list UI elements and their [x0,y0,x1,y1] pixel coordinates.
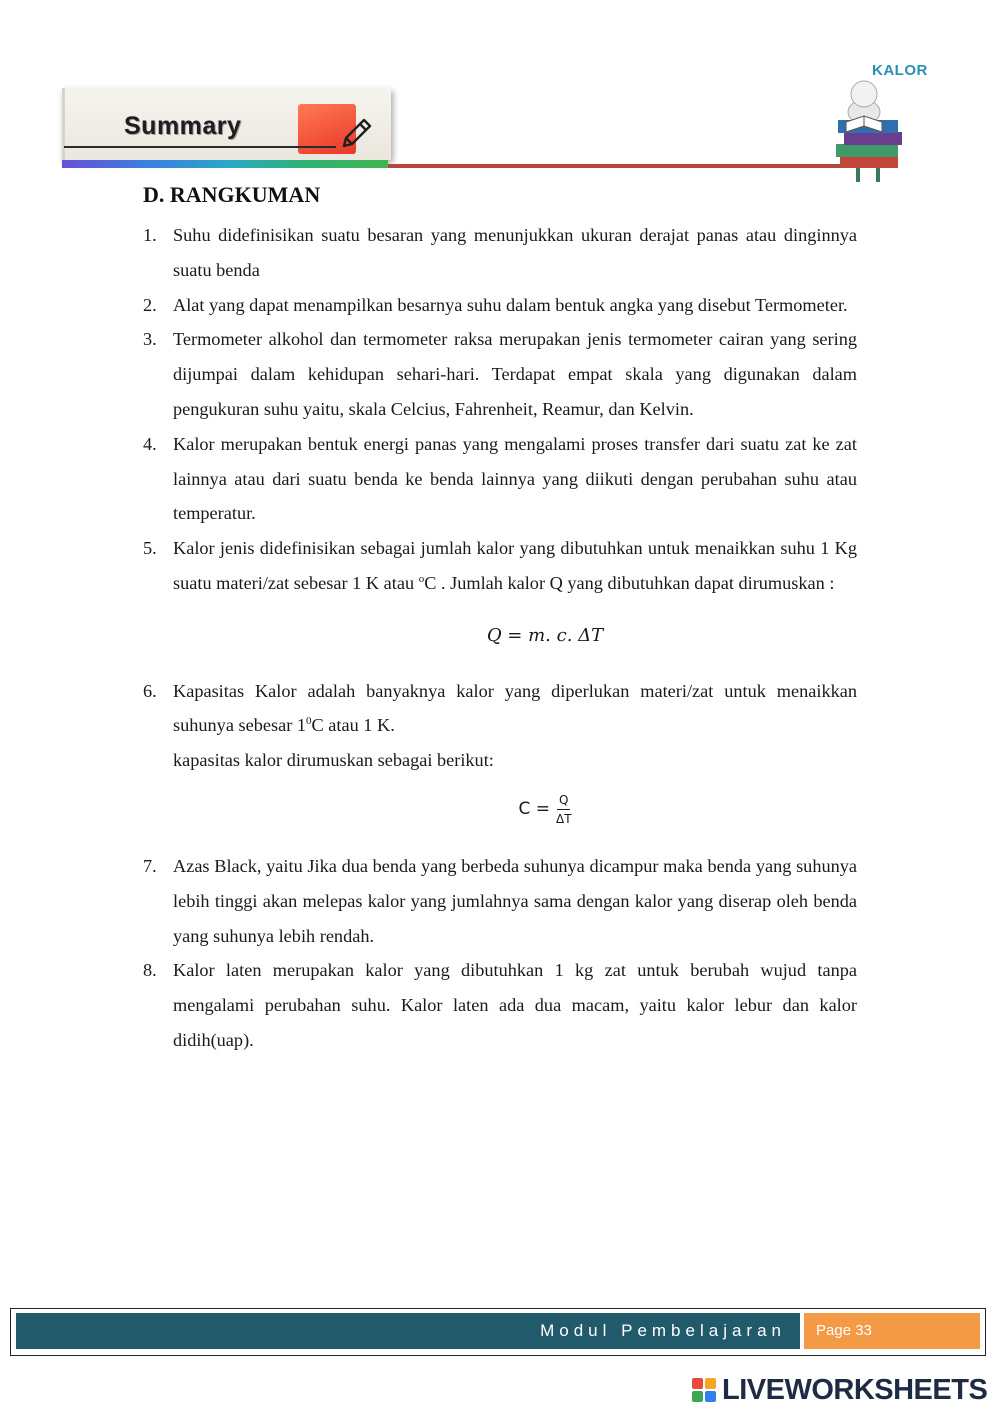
summary-title: Summary [124,112,242,140]
liveworksheets-icon [692,1378,716,1402]
list-text: Alat yang dapat menampilkan besarnya suhu dalam bentuk angka yang disebut Termometer. [173,294,848,315]
page-number: Page 33 [816,1322,872,1339]
module-label: Modul Pembelajaran [540,1321,786,1340]
liveworksheets-logo[interactable] [692,1374,987,1406]
list-text: Kapasitas Kalor adalah banyaknya kalor yang diperlukan materi/zat untuk menaikkan suhunya sebesar 1 [173,680,857,736]
list-text: Termometer alkohol dan termometer raksa merupakan jenis termometer cairan yang sering dijumpai dalam kehidupan sehari-hari. Terdapat empat skala yang digunakan dalam pengukuran suhu yaitu, skala Celcius, Fahrenheit, Reamur, dan Kelvin. [173,329,857,419]
fraction-denominator: ΔT [555,811,572,826]
header-rule [388,164,848,168]
summary-underline [64,146,336,148]
list-text: Azas Black, yaitu Jika dua benda yang berbeda suhunya dicampur maka benda yang suhunya lebih tinggi akan melepas kalor yang jumlahnya sama dengan kalor yang diserap oleh benda yang suhunya lebih rendah. [173,855,857,946]
fraction-numerator: Q [557,792,570,810]
degree-superscript: 0 [306,715,312,728]
list-item [143,322,857,426]
formula-fraction [556,792,572,827]
heat-formula: Q = m. c. ΔT [486,624,604,646]
section-title: D. RANGKUMAN [143,182,321,207]
list-number: 2. [143,294,157,315]
degree-superscript: o [418,572,425,585]
list-number: 3. [143,329,157,350]
list-item [143,849,857,953]
list-number: 6. [143,680,157,701]
list-text: C . Jumlah kalor Q yang dibutuhkan dapat dirumuskan : [424,572,835,593]
capacity-formula [173,792,857,827]
list-text: Kalor merupakan bentuk energi panas yang mengalami proses transfer dari suatu zat ke zat lainnya atau dari suatu benda ke benda lainnya yang diikuti dengan perubahan suhu atau temperatur. [173,433,857,524]
list-item [143,674,857,827]
list-item [143,531,857,653]
list-text: C atau 1 K. [311,715,395,736]
list-text: Kalor laten merupakan kalor yang dibutuhkan 1 kg zat untuk berubah wujud tanpa mengalami perubahan suhu. Kalor laten ada dua macam, yaitu kalor lebur dan kalor didih(uap). [173,960,857,1050]
list-number: 4. [143,433,157,454]
list-item [143,427,857,531]
list-item [143,953,857,1057]
list-text: kapasitas kalor dirumuskan sebagai berikut: [173,750,494,771]
pencil-icon [336,114,376,154]
reading-figure-icon [826,78,912,186]
list-number: 1. [143,225,157,245]
chapter-label: KALOR [872,62,928,79]
formula-lhs: C = [518,799,550,820]
list-text: Suhu didefinisikan suatu besaran yang menunjukkan ukuran derajat panas atau dinginnya suatu benda [173,225,857,280]
list-number: 8. [143,960,157,981]
brand-name: LIVEWORKSHEETS [722,1373,988,1406]
rainbow-bar [62,160,388,168]
list-number: 7. [143,855,157,876]
list-text: Kalor jenis didefinisikan sebagai jumlah kalor yang dibutuhkan untuk menaikkan suhu 1 Kg suatu materi/zat sebesar 1 K atau [173,538,857,593]
list-item [143,288,857,323]
list-number: 5. [143,538,157,559]
summary-list [143,218,857,1058]
list-item [143,218,857,288]
